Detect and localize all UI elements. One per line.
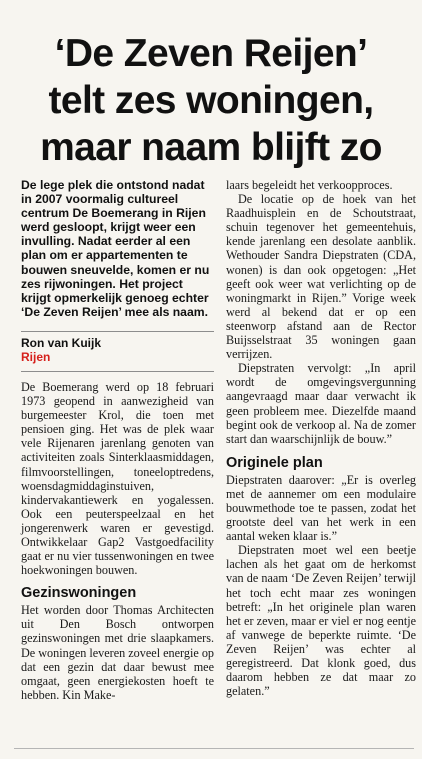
headline [0,30,422,171]
body-paragraph: Diepstraten daarover: „Er is overleg met de aannemer om een modulaire bouwmethode toe te passen, zodat het grootste deel van het werk in een aantal weken klaar is.” [226,472,416,544]
subheading-gezinswoningen: Gezinswoningen [21,585,137,602]
body-paragraph: Diepstraten vervolgt: „In april wordt de omgevingsvergunning aangevraagd maar daar verwacht ik geen probleem mee. Diezelfde maand begint ook de verkoop al. Na de zomer start dan waarschijnlijk de bouw.” [226,361,416,446]
headline-line-2: telt zes woningen, [48,79,374,122]
body-paragraph: De locatie op de hoek van het Raadhuisplein en de Schoutstraat, schuin tegenover het gemeentehuis, kende jarenlang een desolate aanblik. Wethouder Sandra Diepstraten (CDA, wonen) is dan ook opgetogen: „Het geeft ook weer wat verlichting op de woningmarkt in Rijen.” Vorige week werd al bekend dat er op een steenworp afstand aan de Rector Buijsselstraat 35 woningen gaan verrijzen. [226,192,416,362]
divider [21,371,214,372]
lead-paragraph: De lege plek die ontstond nadat in 2007 voormalig cultureel centrum De Boemerang in Rijen werd gesloopt, krijgt weer een invulling. Nadat eerder al een plan om er appartementen te bouwen sneuvelde, komen er nu zes rijwoningen. Het project krijgt opmerkelijk genoeg echter ‘De Zeven Reijen’ mee als naam. [21,178,210,319]
right-body-text [226,178,416,698]
divider [21,331,214,332]
body-paragraph: Diepstraten moet wel een beetje lachen als het gaat om de herkomst van de naam ‘De Zeven Reijen’ terwijl het toch echt maar zes woningen betreft: „In het originele plan waren het er zeven, maar er viel er nog eentje af vanwege de beperkte ruimte. ‘De Zeven Reijen’ was echter al geregistreerd. Dat klonk goed, dus daarom hebben ze dat maar zo gelaten.” [226,543,416,699]
subheading-originele-plan: Originele plan [226,454,323,471]
body-paragraph: Het worden door Thomas Architecten uit Den Bosch ontworpen gezinswoningen met drie slaapkamers. De woningen leveren zoveel energie op dat een gezin dat daar bewust mee omgaat, geen energiekosten hoeft te hebben. Kin Make- [21,603,215,702]
left-body-text [21,380,214,702]
body-paragraph: laars begeleidt het verkoopproces. [226,178,393,192]
dateline-location: Rijen [21,349,51,364]
headline-line-1: ‘De Zeven Reijen’ [54,32,368,75]
body-paragraph: De Boemerang werd op 18 februari 1973 geopend in aanwezigheid van burgemeester Krol, die toen met pensioen ging. Het was de plek waar vele Rijenaren jarenlang genoten van activiteiten zoals Sinterklaasmiddagen, filmvoorstellingen, toneeloptredens, woensdagmiddaginstuiven, kindervakantiewerk en yogalessen. Ook een peuterspeelzaal en het jongerenwerk waren er gevestigd. Ontwikkelaar Gap2 Vastgoedfacility gaat er nu vier tussenwoningen en twee hoekwoningen bouwen. [21,379,214,578]
right-column [226,178,416,698]
bottom-divider [14,748,414,749]
author-byline: Ron van Kuijk [21,335,102,350]
headline-line-3: maar naam blijft zo [40,126,382,169]
left-column [21,178,214,702]
